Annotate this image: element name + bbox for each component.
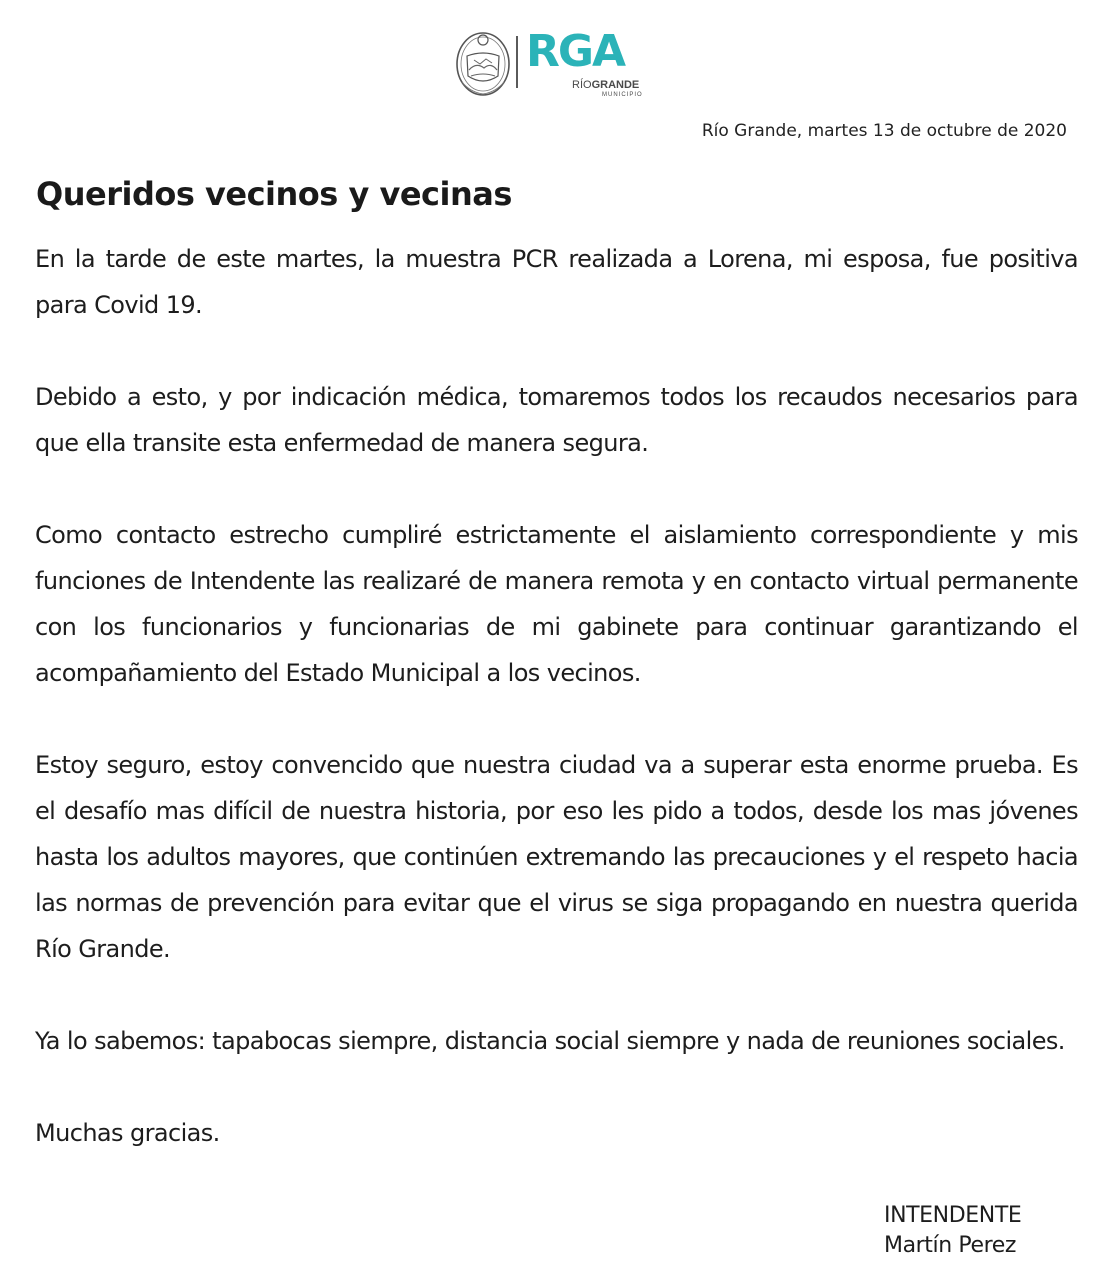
paragraph: Como contacto estrecho cumpliré estrictamente el aislamiento correspondiente y mis funciones de Intendente las realizaré de manera remota y en contacto virtual permanente con los funcionarios y funcionarias de mi gabinete para continuar garantizando el acompañamiento del Estado Municipal a los vecinos. (35, 521, 1078, 687)
municipal-logo (526, 22, 650, 104)
logo-subtitle-bold: GRANDE (591, 79, 640, 91)
letter-body (35, 236, 1078, 1202)
logo-subtitle (572, 80, 639, 91)
logo-subtitle-light: RÍO (572, 79, 592, 91)
signature-role: INTENDENTE (884, 1203, 1022, 1228)
logo-wordmark: RGA (526, 26, 625, 77)
signature-name: Martín Perez (884, 1233, 1017, 1258)
paragraph: En la tarde de este martes, la muestra PCR realizada a Lorena, mi esposa, fue positiva para Covid 19. (35, 245, 1078, 319)
paragraph: Debido a esto, y por indicación médica, tomaremos todos los recaudos necesarios para que ella transite esta enfermedad de manera segura. (35, 383, 1078, 457)
letterhead (452, 22, 652, 104)
coat-of-arms-seal-icon (454, 26, 512, 98)
signature-block (884, 1201, 1021, 1261)
date-line: Río Grande, martes 13 de octubre de 2020 (701, 121, 1067, 141)
header-divider (516, 36, 518, 88)
logo-municipio: MUNICIPIO (602, 92, 643, 98)
paragraph: Estoy seguro, estoy convencido que nuestra ciudad va a superar esta enorme prueba. Es el desafío mas difícil de nuestra historia, por eso les pido a todos, desde los mas jóvenes hasta los adultos mayores, que continúen extremando las precauciones y el respeto hacia las normas de prevención para evitar que el virus se siga propagando en nuestra querida Río Grande. (35, 751, 1078, 963)
paragraph: Ya lo sabemos: tapabocas siempre, distancia social siempre y nada de reuniones sociales. (35, 1027, 1065, 1055)
letter-title: Queridos vecinos y vecinas (36, 175, 512, 213)
closing-paragraph: Muchas gracias. (35, 1119, 220, 1147)
